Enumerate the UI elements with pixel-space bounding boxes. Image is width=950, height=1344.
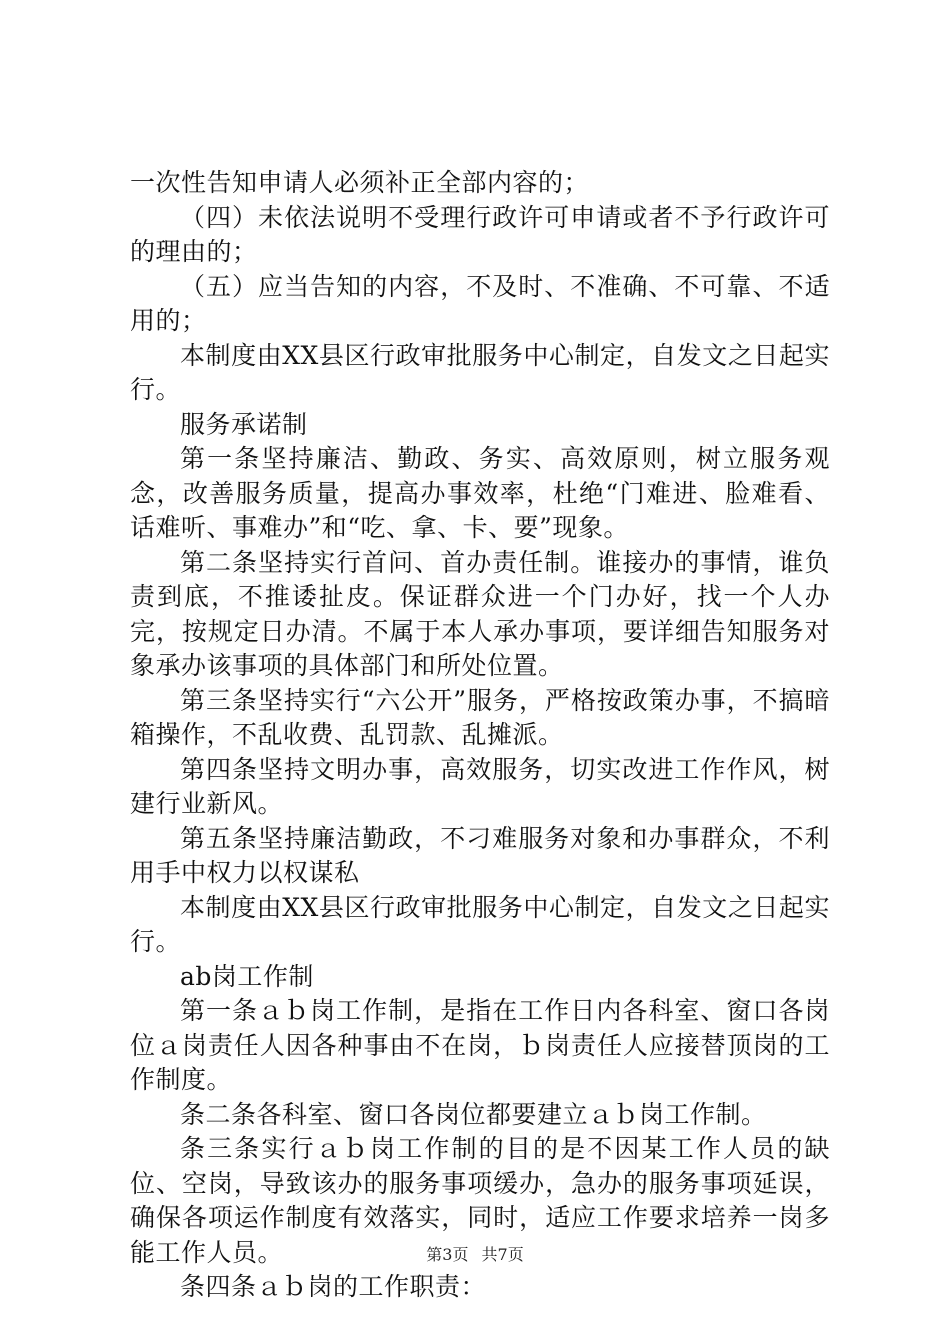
paragraph-1: 一次性告知申请人必须补正全部内容的； bbox=[130, 168, 590, 197]
page-footer bbox=[0, 1245, 950, 1265]
paragraph-4: 本制度由XX县区行政审批服务中心制定，自发文之日起实行。 bbox=[130, 340, 830, 404]
paragraph-6: 第一条坚持廉洁、勤政、务实、高效原则，树立服务观念，改善服务质量，提高办事效率，杜绝“门难进、脸难看、话难听、事难办”和“吃、拿、卡、要”现象。 bbox=[130, 444, 830, 542]
paragraph-10: 第五条坚持廉洁勤政，不刁难服务对象和办事群众，不利用手中权力以权谋私 bbox=[130, 823, 830, 887]
document-body bbox=[130, 166, 830, 1305]
paragraph-11: 本制度由XX县区行政审批服务中心制定，自发文之日起实行。 bbox=[130, 892, 830, 956]
paragraph-16: 条四条ａｂ岗的工作职责： bbox=[180, 1272, 487, 1301]
page-number: 第3页 bbox=[426, 1245, 469, 1264]
paragraph-15: 条三条实行ａｂ岗工作制的目的是不因某工作人员的缺位、空岗，导致该办的服务事项缓办，急办的服务事项延误，确保各项运作制度有效落实，同时，适应工作要求培养一岗多能工作人员。 bbox=[130, 1134, 830, 1267]
paragraph-9: 第四条坚持文明办事，高效服务，切实改进工作作风，树建行业新风。 bbox=[130, 754, 830, 818]
paragraph-7: 第二条坚持实行首问、首办责任制。谁接办的事情，谁负责到底，不推诿扯皮。保证群众进一个门办好，找一个人办完，按规定日办清。不属于本人承办事项，要详细告知服务对象承办该事项的具体部门和所处位置。 bbox=[130, 547, 830, 680]
paragraph-13: 第一条ａｂ岗工作制，是指在工作日内各科室、窗口各岗位ａ岗责任人因各种事由不在岗，ｂ岗责任人应接替顶岗的工作制度。 bbox=[130, 996, 830, 1094]
paragraph-8: 第三条坚持实行“六公开”服务，严格按政策办事，不搞暗箱操作，不乱收费、乱罚款、乱摊派。 bbox=[130, 685, 830, 749]
paragraph-3: （五）应当告知的内容，不及时、不准确、不可靠、不适用的； bbox=[130, 271, 830, 335]
page-total: 共7页 bbox=[481, 1245, 524, 1264]
section-heading-ab-post: ab岗工作制 bbox=[180, 961, 314, 991]
section-heading-service-commitment: 服务承诺制 bbox=[180, 409, 308, 439]
paragraph-14: 条二条各科室、窗口各岗位都要建立ａｂ岗工作制。 bbox=[180, 1099, 767, 1129]
paragraph-2: （四）未依法说明不受理行政许可申请或者不予行政许可的理由的； bbox=[130, 202, 830, 266]
